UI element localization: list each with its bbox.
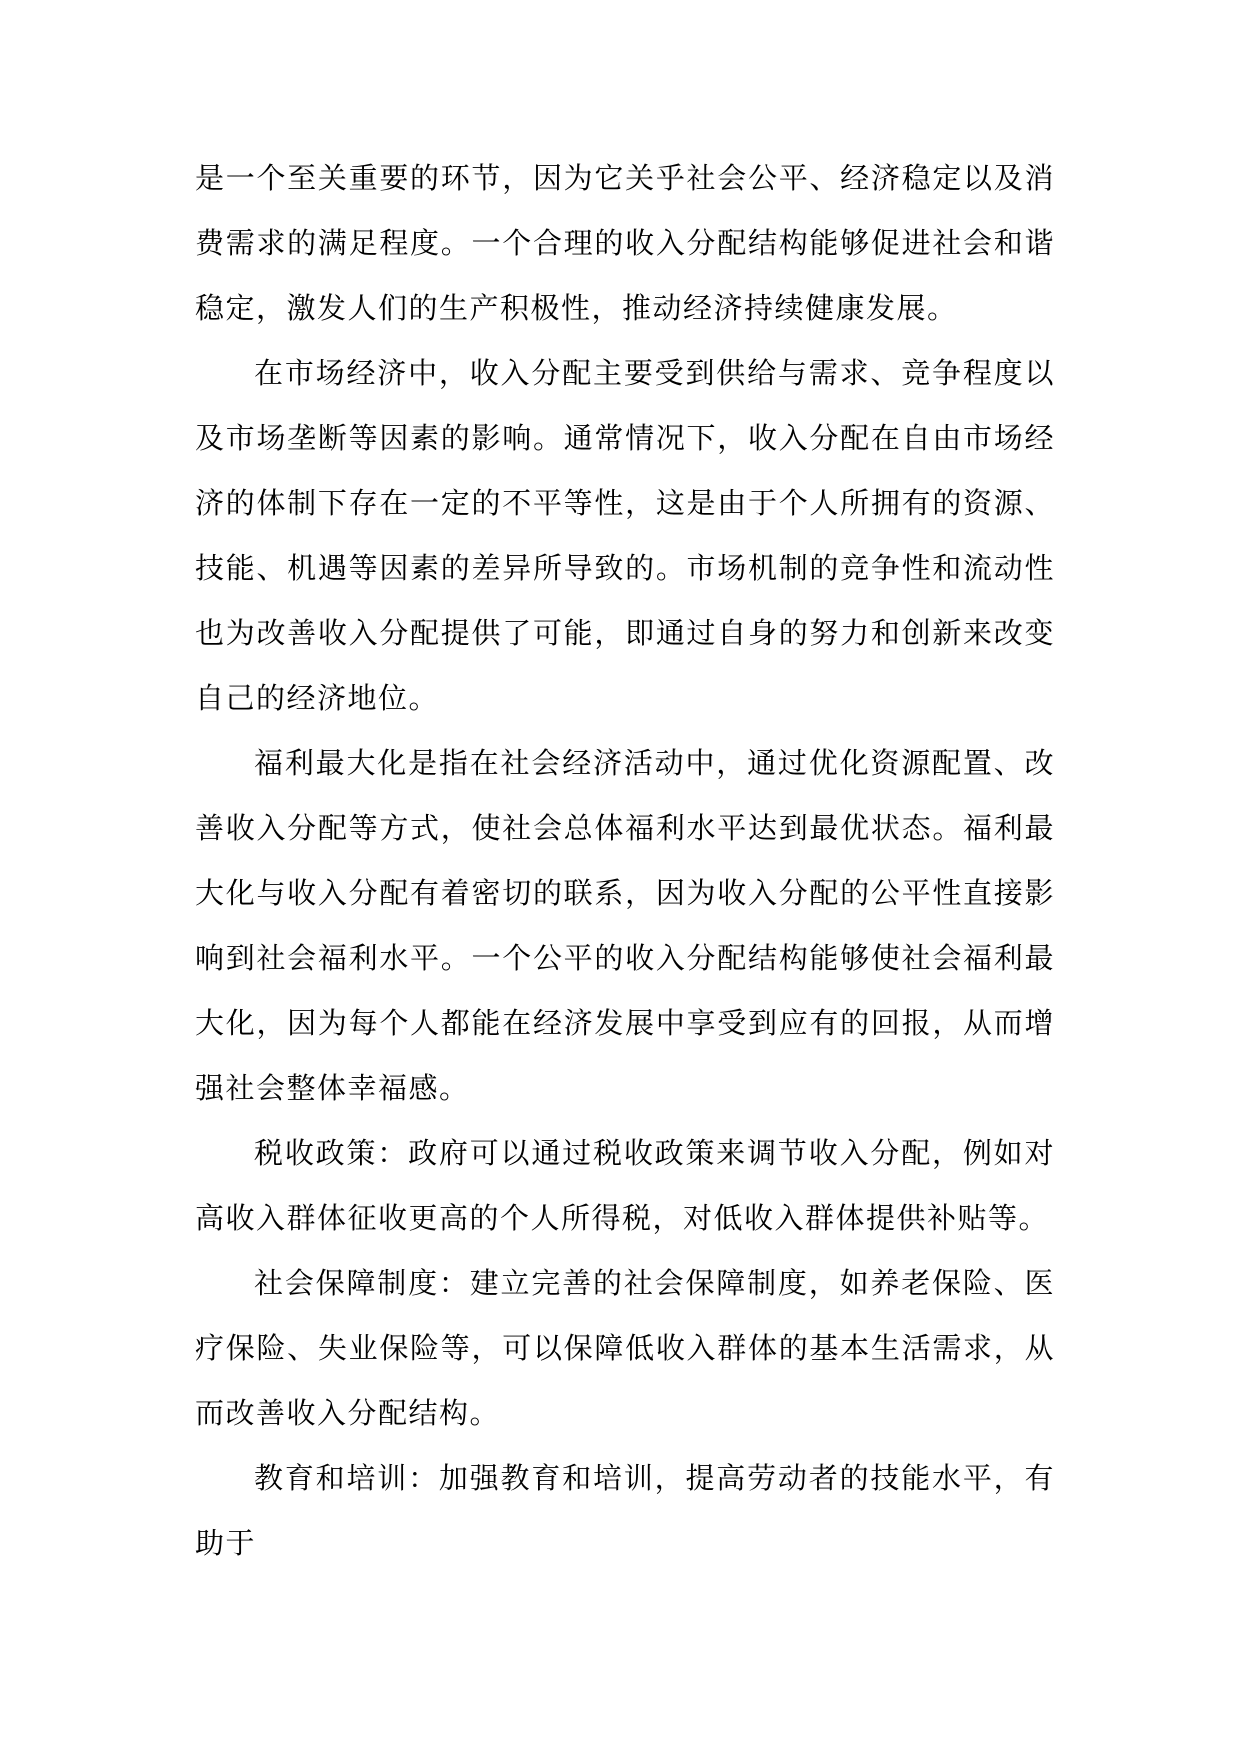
- paragraph-4: 税收政策：政府可以通过税收政策来调节收入分配，例如对高收入群体征收更高的个人所得税，对低收入群体提供补贴等。: [195, 1136, 1055, 1235]
- paragraph-1: 是一个至关重要的环节，因为它关乎社会公平、经济稳定以及消费需求的满足程度。一个合理的收入分配结构能够促进社会和谐稳定，激发人们的生产积极性，推动经济持续健康发展。: [195, 161, 1055, 325]
- body-text: [195, 146, 1055, 1576]
- paragraph-5: 社会保障制度：建立完善的社会保障制度，如养老保险、医疗保险、失业保险等，可以保障低收入群体的基本生活需求，从而改善收入分配结构。: [195, 1266, 1055, 1430]
- paragraph-2: 在市场经济中，收入分配主要受到供给与需求、竞争程度以及市场垄断等因素的影响。通常情况下，收入分配在自由市场经济的体制下存在一定的不平等性，这是由于个人所拥有的资源、技能、机遇等因素的差异所导致的。市场机制的竞争性和流动性也为改善收入分配提供了可能，即通过自身的努力和创新来改变自己的经济地位。: [195, 356, 1055, 715]
- paragraph-3: 福利最大化是指在社会经济活动中，通过优化资源配置、改善收入分配等方式，使社会总体福利水平达到最优状态。福利最大化与收入分配有着密切的联系，因为收入分配的公平性直接影响到社会福利水平。一个公平的收入分配结构能够使社会福利最大化，因为每个人都能在经济发展中享受到应有的回报，从而增强社会整体幸福感。: [195, 746, 1055, 1105]
- paragraph-6: 教育和培训：加强教育和培训，提高劳动者的技能水平，有助于: [195, 1461, 1055, 1560]
